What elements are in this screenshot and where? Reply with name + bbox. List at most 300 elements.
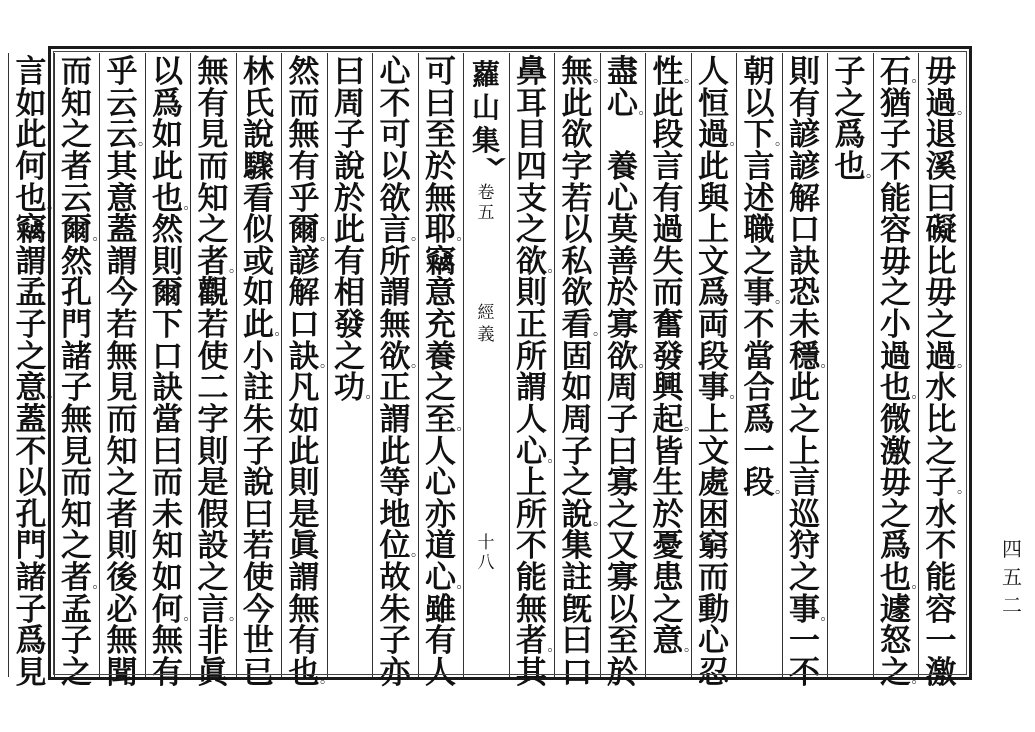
character: 則 <box>197 433 229 470</box>
character: 不 <box>743 307 775 344</box>
character: 養 <box>607 148 638 185</box>
character: 不 <box>925 528 957 565</box>
character: 未 <box>789 307 820 344</box>
character: 充 <box>425 307 456 344</box>
character: 爾 <box>152 275 183 312</box>
character: 患 <box>652 560 684 597</box>
text-column <box>601 54 645 692</box>
character: 如 <box>243 275 274 312</box>
character: 孔 <box>15 496 47 533</box>
character: 爲 <box>834 117 866 154</box>
character: 有 <box>152 655 183 692</box>
character: 過 。 <box>919 87 963 122</box>
character: 所 <box>516 338 547 375</box>
character: 有 <box>425 623 456 660</box>
character: 困 <box>698 496 729 533</box>
character: 解 <box>288 275 320 312</box>
character: 凡 <box>288 370 320 407</box>
character: 過 <box>880 338 911 375</box>
character: 可 <box>379 117 411 154</box>
character: 此 <box>288 433 320 470</box>
character: 欲 。 <box>510 245 554 280</box>
character: 言 <box>652 148 684 185</box>
character: 無 <box>288 117 320 154</box>
character: 此 <box>561 85 593 122</box>
character: 者 <box>106 496 138 533</box>
character: 假 <box>197 496 229 533</box>
character: 周 <box>561 401 593 438</box>
character: 有 <box>652 180 684 217</box>
character: 意 <box>425 275 456 312</box>
character: 也 。 <box>828 150 872 185</box>
character: 至 。 <box>419 403 463 438</box>
character: 必 <box>106 591 138 628</box>
character: 若 <box>243 528 274 565</box>
character: 謂 <box>379 275 411 312</box>
character: 若 <box>197 307 229 344</box>
text-frame <box>15 46 972 692</box>
text-column <box>191 54 235 692</box>
character: 解 <box>789 180 820 217</box>
character: 於 <box>334 180 365 217</box>
character: 爲 <box>698 275 729 312</box>
character: 爲 <box>743 401 775 438</box>
character: 之 <box>607 496 638 533</box>
character: 註 <box>243 370 274 407</box>
leaf-number <box>464 55 508 675</box>
character: 朝 <box>743 54 775 90</box>
character: 子 <box>15 307 47 344</box>
character: 寡 <box>607 307 638 344</box>
character: 朱 <box>379 591 411 628</box>
character: 心 。 <box>601 87 645 122</box>
character: 而 <box>698 560 729 597</box>
character: 蓋 <box>15 401 47 438</box>
character: 心 。 <box>510 435 554 470</box>
character: 訣 。 <box>282 340 326 375</box>
character: 乎 <box>288 180 320 217</box>
character: 過 。 <box>692 118 736 153</box>
page-number-text <box>997 0 1027 732</box>
character: 之 <box>743 243 775 280</box>
character: 功 。 <box>328 371 372 406</box>
character: 而 <box>61 465 92 502</box>
character: 是 <box>197 465 229 502</box>
character: 周 <box>334 85 365 122</box>
character: 當 <box>743 338 775 375</box>
text-column <box>828 55 872 675</box>
character: 無 <box>106 338 138 375</box>
character: 也 。 <box>874 561 918 596</box>
character: 無 <box>288 591 320 628</box>
character: 說 <box>334 148 365 185</box>
character: 曰 <box>243 496 274 533</box>
character: 退 <box>925 117 957 154</box>
character: 訣 <box>789 243 820 280</box>
character: 以 <box>561 212 593 249</box>
character: 故 <box>379 560 411 597</box>
section-label-char: 義 <box>477 325 495 345</box>
character: 聞 <box>106 655 138 692</box>
character: 其 <box>106 148 138 185</box>
character: 此 <box>334 212 365 249</box>
text-column <box>373 54 417 692</box>
character: 毋 <box>880 465 911 502</box>
character: 石 。 <box>874 55 918 90</box>
character: 至 <box>607 623 638 660</box>
character: 事 。 <box>737 276 781 311</box>
character: 知 <box>197 180 229 217</box>
character: 段 <box>652 117 684 154</box>
character: 遽 <box>880 591 911 628</box>
character: 則 <box>288 465 320 502</box>
character: 此 。 <box>237 308 281 343</box>
character: 微 <box>880 401 911 438</box>
character: 而 <box>152 465 183 502</box>
character: 無 <box>197 54 229 90</box>
character: 事 。 <box>692 371 736 406</box>
column-rule <box>691 53 692 677</box>
character: 看 <box>243 180 274 217</box>
character: 心 。 <box>419 561 463 596</box>
character: 両 <box>698 307 729 344</box>
character: 謂 <box>15 243 47 280</box>
book-title-char: 蘿 <box>471 58 500 91</box>
character: 子 <box>834 54 866 90</box>
text-column <box>282 54 326 692</box>
character: 水 <box>925 370 957 407</box>
character: 之 <box>880 496 911 533</box>
character: 孟 <box>15 275 47 312</box>
character: 曰 <box>561 623 593 660</box>
character: 子 <box>243 433 274 470</box>
character: 之 <box>925 433 957 470</box>
character: 比 <box>925 401 957 438</box>
character: 曰 <box>152 433 183 470</box>
character: 之 <box>789 401 820 438</box>
text-column <box>55 54 99 692</box>
character: 者 <box>61 148 92 185</box>
character: 心 <box>607 180 638 217</box>
column-rule <box>554 53 555 677</box>
character: 今 <box>243 591 274 628</box>
character: 此 <box>152 148 183 185</box>
character: 而 <box>652 275 684 312</box>
character: 見 <box>197 117 229 154</box>
character: 二 <box>197 370 229 407</box>
character: 意 <box>106 180 138 217</box>
character: 能 <box>880 180 911 217</box>
character: 事 。 <box>783 593 827 628</box>
character: 過 。 <box>919 340 963 375</box>
character: 知 <box>61 85 92 122</box>
character: 竊 <box>15 212 47 249</box>
column-rule <box>236 53 237 677</box>
character: 容 <box>925 591 957 628</box>
character: 子 <box>607 401 638 438</box>
character: 朱 <box>243 401 274 438</box>
character: 說 <box>243 117 274 154</box>
character: 則 <box>106 528 138 565</box>
character: 云 <box>61 180 92 217</box>
character: 莫 <box>607 212 638 249</box>
text-column <box>737 55 781 675</box>
character: 水 <box>925 496 957 533</box>
column-rule <box>281 53 282 677</box>
character: 鼻 <box>516 54 547 90</box>
character: 以 <box>379 148 411 185</box>
character: 林 <box>243 54 274 90</box>
character: 是 <box>288 496 320 533</box>
character: 下 <box>152 307 183 344</box>
character: 下 。 <box>737 118 781 153</box>
book-title-char: 山 <box>471 91 500 124</box>
page-number-char: 五 <box>1002 565 1022 589</box>
character: 此 <box>698 148 729 185</box>
character: 道 <box>425 528 456 565</box>
character: 言 。 <box>191 593 235 628</box>
character: 然 <box>288 54 320 90</box>
character: 然 <box>152 212 183 249</box>
character: 不 <box>789 655 820 692</box>
character: 至 <box>425 117 456 154</box>
character: 起 。 <box>646 403 690 438</box>
character: 諸 <box>15 560 47 597</box>
character: 欲 <box>561 275 593 312</box>
character: 欲 。 <box>601 340 645 375</box>
character: 無 <box>106 623 138 660</box>
character: 已 <box>243 655 274 692</box>
character: 忍 <box>698 655 729 692</box>
character: 興 <box>652 370 684 407</box>
character: 盡 <box>607 54 638 90</box>
text-column <box>328 55 372 675</box>
character: 設 <box>197 528 229 565</box>
character: 口 <box>152 338 183 375</box>
text-column <box>146 54 190 692</box>
character: 說 <box>243 465 274 502</box>
character: 然 <box>61 243 92 280</box>
character: 與 <box>698 180 729 217</box>
character: 無 <box>61 401 92 438</box>
character: 猶 <box>880 85 911 122</box>
character: 門 <box>61 307 92 344</box>
character: 無 。 <box>555 55 599 90</box>
column-rule <box>8 53 9 677</box>
character: 謂 <box>516 370 547 407</box>
character: 無 <box>516 591 547 628</box>
character: 子 <box>61 623 92 660</box>
character: 上 <box>516 465 547 502</box>
character: 如 <box>561 370 593 407</box>
character: 生 <box>652 465 684 502</box>
character: 諸 <box>61 338 92 375</box>
character: 處 <box>698 465 729 502</box>
character: 毋 <box>925 275 957 312</box>
character: 看 。 <box>555 308 599 343</box>
character: 狩 <box>789 528 820 565</box>
character: 段 。 <box>737 466 781 501</box>
character: 見 <box>61 433 92 470</box>
text-column <box>783 54 827 692</box>
character: 使 <box>243 560 274 597</box>
character: 一 <box>743 433 775 470</box>
character: 地 <box>379 496 411 533</box>
character: 欲 <box>379 180 411 217</box>
character: 見 <box>15 655 47 692</box>
character: 一 <box>925 623 957 660</box>
character: 子 <box>15 591 47 628</box>
text-column <box>919 54 963 692</box>
character: 曰 <box>334 54 365 90</box>
character: 人 <box>425 433 456 470</box>
character: 集 <box>561 528 593 565</box>
character: 世 <box>243 623 274 660</box>
character: 善 <box>607 243 638 280</box>
character: 意 。 <box>9 371 53 406</box>
character: 過 <box>652 212 684 249</box>
character: 上 <box>698 401 729 438</box>
character: 則 <box>789 54 820 90</box>
character: 雖 <box>425 591 456 628</box>
character: 何 <box>15 148 47 185</box>
character: 謂 <box>288 560 320 597</box>
character: 一 <box>789 623 820 660</box>
character: 何 。 <box>146 593 190 628</box>
character: 意 。 <box>646 624 690 659</box>
character: 曰 <box>425 85 456 122</box>
character: 有 <box>288 148 320 185</box>
character: 文 <box>698 243 729 280</box>
character: 毋 <box>925 54 957 90</box>
character: 字 <box>197 401 229 438</box>
character: 礙 <box>925 212 957 249</box>
character: 孟 <box>61 591 92 628</box>
character: 動 <box>698 591 729 628</box>
character: 而 <box>288 85 320 122</box>
character: 正 <box>516 307 547 344</box>
character: 如 <box>15 85 47 122</box>
character: 人 <box>425 655 456 692</box>
character: 目 <box>516 117 547 154</box>
character: 謂 <box>106 243 138 280</box>
volume-label-char: 卷 <box>477 183 495 203</box>
character: 心 <box>379 54 411 90</box>
character: 以 <box>743 85 775 122</box>
character: 諺 <box>789 117 820 154</box>
character: 職 <box>743 212 775 249</box>
character: 心 <box>425 465 456 502</box>
text-column <box>646 55 690 675</box>
character: 此 <box>789 370 820 407</box>
character: 知 <box>61 496 92 533</box>
character: 小 <box>880 307 911 344</box>
character: 於 <box>607 275 638 312</box>
character: 或 <box>243 243 274 280</box>
character: 恒 <box>698 85 729 122</box>
character: 不 <box>880 148 911 185</box>
character: 心 <box>698 623 729 660</box>
column-rule <box>54 53 55 677</box>
character: 之 <box>61 655 92 692</box>
character: 今 <box>106 275 138 312</box>
character: 性 。 <box>646 55 690 90</box>
character: 段 <box>698 338 729 375</box>
character: 口 <box>561 655 593 692</box>
character: 之 <box>516 212 547 249</box>
character: 之 <box>61 117 92 154</box>
character: 無 <box>152 623 183 660</box>
character: 有 <box>197 85 229 122</box>
character: 門 <box>15 528 47 565</box>
column-rule <box>509 53 510 677</box>
character: 之 <box>834 85 866 122</box>
character: 旣 <box>561 591 593 628</box>
character: 激 <box>925 655 957 692</box>
book-title-char: 集 <box>471 124 500 157</box>
character: 爲 <box>15 623 47 660</box>
character: 以 <box>607 591 638 628</box>
character: 失 <box>652 243 684 280</box>
character: 而 <box>197 148 229 185</box>
character: 不 <box>379 85 411 122</box>
character: 之 <box>334 338 365 375</box>
character: 皆 <box>652 433 684 470</box>
character: 爾 。 <box>55 213 99 248</box>
section-label-char: 經 <box>477 303 495 323</box>
character: 若 <box>561 180 593 217</box>
character: 四 <box>516 148 547 185</box>
character: 眞 <box>288 528 320 565</box>
character: 上 <box>698 212 729 249</box>
character: 發 <box>334 307 365 344</box>
character: 口 <box>288 307 320 344</box>
column-rule <box>873 53 874 677</box>
character: 不 <box>516 528 547 565</box>
character: 耶 。 <box>419 213 463 248</box>
character: 怒 <box>880 623 911 660</box>
character: 能 <box>925 560 957 597</box>
character: 則 <box>516 275 547 312</box>
center-margin-column <box>464 55 508 675</box>
character: 之 <box>197 212 229 249</box>
character: 寡 <box>607 465 638 502</box>
character: 者 。 <box>191 245 235 280</box>
character: 竊 <box>425 243 456 280</box>
character: 諺 <box>288 243 320 280</box>
character: 窮 <box>698 528 729 565</box>
character: 之 <box>197 560 229 597</box>
character: 如 <box>288 401 320 438</box>
character: 亦 <box>379 655 411 692</box>
character: 也 。 <box>9 182 53 217</box>
character: 子 <box>334 117 365 154</box>
character: 恐 <box>789 275 820 312</box>
character: 相 <box>334 275 365 312</box>
character: 有 <box>334 243 365 280</box>
character: 如 <box>152 117 183 154</box>
character: 欲 <box>561 117 593 154</box>
character: 上 <box>789 433 820 470</box>
character: 所 <box>516 496 547 533</box>
character: 似 <box>243 212 274 249</box>
character: 之 。 <box>874 656 918 691</box>
character: 此 <box>15 117 47 154</box>
character: 者 。 <box>55 561 99 596</box>
character: 述 <box>743 180 775 217</box>
character: 而 <box>106 401 138 438</box>
character: 知 <box>106 433 138 470</box>
